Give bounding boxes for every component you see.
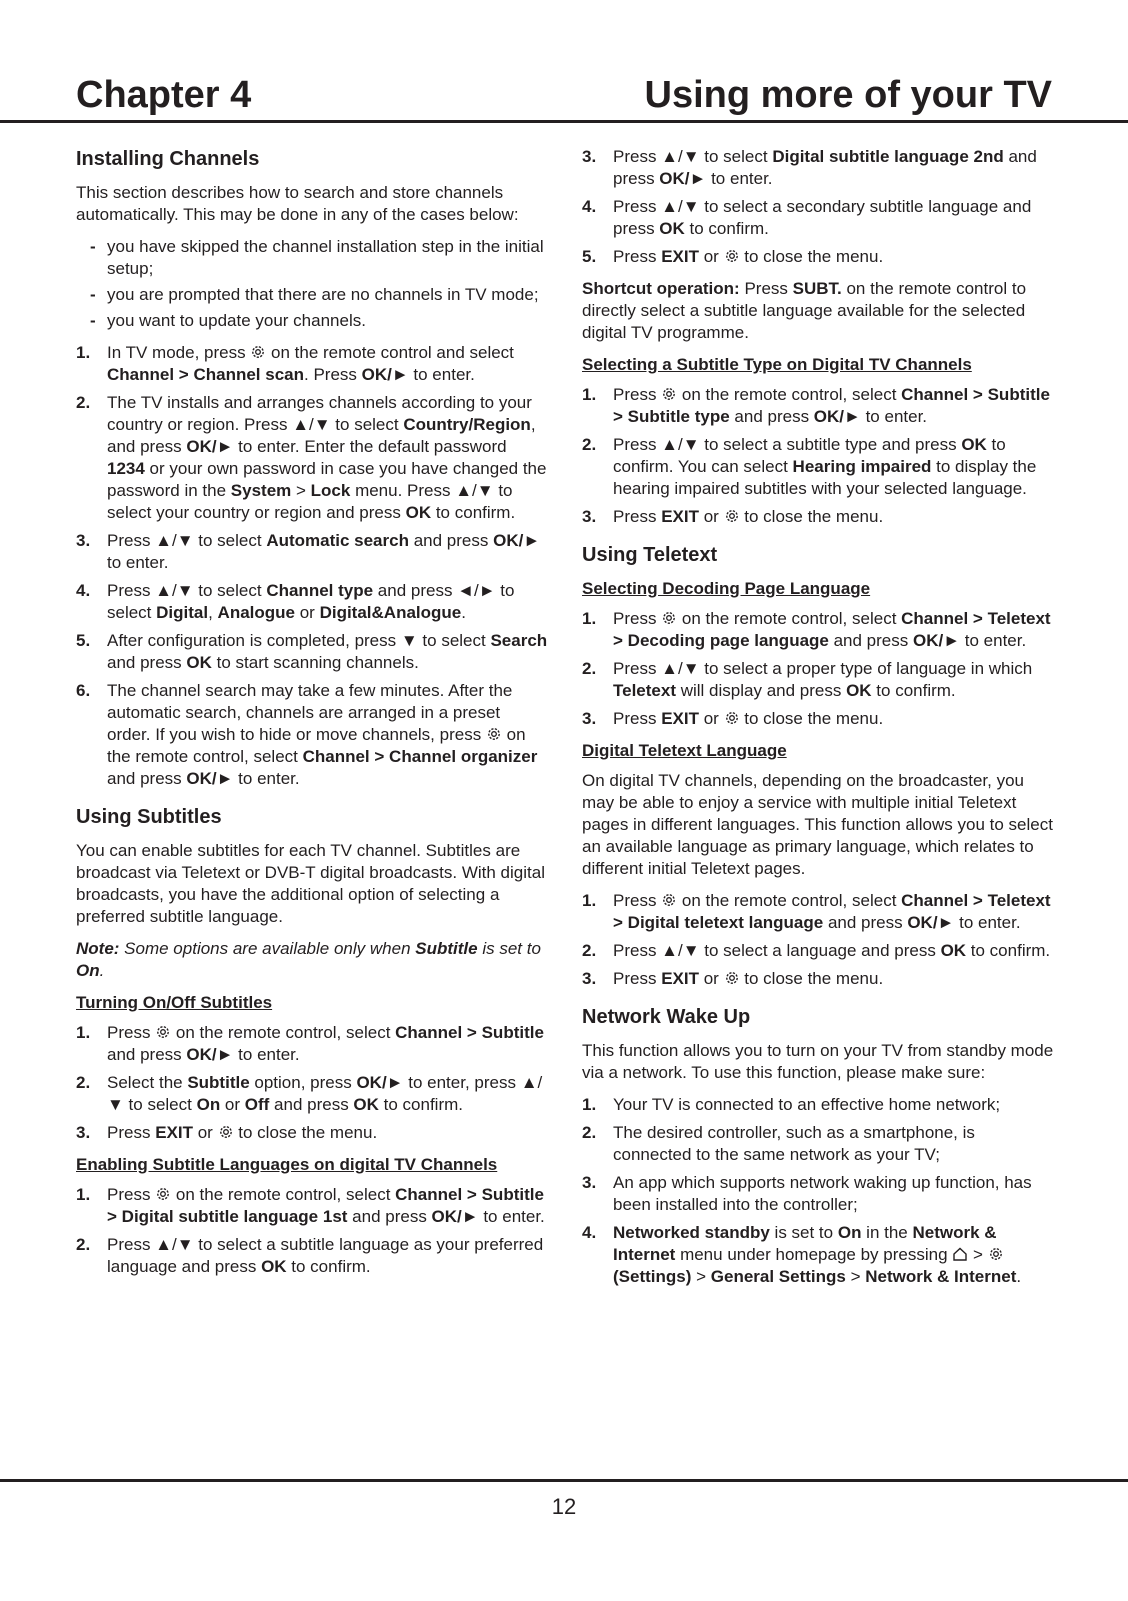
step-item: 4. Networked standby is set to On in the Network & Internet menu under homepage by pressing > (Settings) > General Settings > Network & Internet.: [582, 1223, 1022, 1286]
network-wake-steps: [582, 1094, 1056, 1288]
step-item: 1. In TV mode, press on the remote control and select Channel > Channel scan. Press OK/► to enter.: [76, 343, 514, 384]
step-item: 2. Press ▲/▼ to select a subtitle type and press OK to confirm. You can select Hearing impaired to display the hearing impaired subtitles with your selected language.: [582, 435, 1037, 498]
left-column: [76, 146, 548, 1288]
step-item: 1. Press on the remote control, select Channel > Subtitle > Digital subtitle language 1st and press OK/► to enter.: [76, 1185, 545, 1226]
step-item: 2. The desired controller, such as a smartphone, is connected to the same network as your TV;: [582, 1123, 975, 1164]
turning-subtitles-steps: [76, 1022, 548, 1144]
network-wake-intro: This function allows you to turn on your TV from standby mode via a network. To use this function, please make sure:: [582, 1041, 1054, 1082]
step-item: 1. Press on the remote control, select Channel > Teletext > Decoding page language and press OK/► to enter.: [582, 609, 1051, 650]
page-title: Using more of your TV: [644, 74, 1052, 116]
settings-gear-icon: [661, 610, 677, 626]
shortcut-operation: Shortcut operation: Press SUBT. on the remote control to directly select a subtitle language available for the selected digital TV programme.: [582, 279, 1027, 342]
step-item: 2. Select the Subtitle option, press OK/► to enter, press ▲/▼ to select On or Off and press OK to confirm.: [76, 1073, 543, 1114]
step-item: 3. Press ▲/▼ to select Digital subtitle language 2nd and press OK/► to enter.: [582, 147, 1037, 188]
home-icon: [952, 1246, 968, 1262]
footer-rule: [0, 1479, 1128, 1482]
step-item: 4. Press ▲/▼ to select Channel type and press ◄/► to select Digital, Analogue or Digital&Analogue.: [76, 581, 515, 622]
settings-gear-icon: [988, 1246, 1004, 1262]
installing-intro: This section describes how to search and store channels automatically. This may be done in any of the cases below:: [76, 183, 519, 224]
step-item: 1. Press on the remote control, select Channel > Subtitle > Subtitle type and press OK/► to enter.: [582, 385, 1050, 426]
step-item: 5. After configuration is completed, press ▼ to select Search and press OK to start scanning channels.: [76, 631, 548, 672]
step-item: 3. Press EXIT or to close the menu.: [582, 709, 884, 728]
step-item: 3. Press EXIT or to close the menu.: [582, 507, 884, 526]
settings-gear-icon: [724, 248, 740, 264]
subtitle-languages-heading: Enabling Subtitle Languages on digital TV Channels: [76, 1155, 498, 1174]
digital-teletext-intro: On digital TV channels, depending on the broadcaster, you may be able to enjoy a service with multiple initial Teletext pages in different languages. This function allows you to select an available language as primary language, which relates to different initial Teletext pages.: [582, 771, 1053, 878]
step-item: 2. The TV installs and arranges channels according to your country or region. Press ▲/▼ to select Country/Region, and press OK/► to enter. Enter the default password 1234 or your own password in case you have changed the password in the System > Lock menu. Press ▲/▼ to select your country or region and press OK to confirm.: [76, 393, 547, 522]
subtitle-type-heading: Selecting a Subtitle Type on Digital TV Channels: [582, 355, 972, 374]
step-item: 3. Press EXIT or to close the menu.: [582, 969, 884, 988]
step-item: 5. Press EXIT or to close the menu.: [582, 247, 884, 266]
step-item: 4. Press ▲/▼ to select a secondary subtitle language and press OK to confirm.: [582, 197, 1032, 238]
subtitles-intro: You can enable subtitles for each TV channel. Subtitles are broadcast via Teletext or DVB-T digital broadcasts. With digital broadcasts, you have the additional option of selecting a preferred subtitle language.: [76, 841, 545, 926]
step-item: 2. Press ▲/▼ to select a language and press OK to confirm.: [582, 941, 1051, 960]
chapter-label: Chapter 4: [76, 74, 252, 116]
subtitle-languages-steps: [76, 1184, 548, 1278]
subtitle-languages-steps-cont: [582, 146, 1056, 268]
step-item: 1. Your TV is connected to an effective home network;: [582, 1095, 1001, 1114]
step-item: 3. Press EXIT or to close the menu.: [76, 1123, 378, 1142]
step-item: 1. Press on the remote control, select Channel > Teletext > Digital teletext language and press OK/► to enter.: [582, 891, 1051, 932]
case-item: - you want to update your channels.: [90, 311, 366, 330]
page-number: 12: [551, 1494, 577, 1519]
case-item: - you have skipped the channel installation step in the initial setup;: [90, 237, 544, 278]
step-item: 2. Press ▲/▼ to select a proper type of language in which Teletext will display and press OK to confirm.: [582, 659, 1033, 700]
turning-subtitles-heading: Turning On/Off Subtitles: [76, 993, 273, 1012]
settings-gear-icon: [661, 386, 677, 402]
subtitles-note: Note: Some options are available only when Subtitle is set to On.: [76, 939, 541, 980]
network-wake-heading: Network Wake Up: [582, 1006, 751, 1028]
using-subtitles-heading: Using Subtitles: [76, 806, 222, 828]
installing-cases: [90, 236, 548, 332]
page-header: [76, 70, 1052, 120]
settings-gear-icon: [486, 726, 502, 742]
step-item: 2. Press ▲/▼ to select a subtitle language as your preferred language and press OK to confirm.: [76, 1235, 544, 1276]
installing-steps: [76, 342, 548, 790]
settings-gear-icon: [250, 344, 266, 360]
right-column: [582, 146, 1056, 1298]
step-item: 3. Press ▲/▼ to select Automatic search and press OK/► to enter.: [76, 531, 541, 572]
settings-gear-icon: [155, 1024, 171, 1040]
step-item: 6. The channel search may take a few minutes. After the automatic search, channels are arranged in a preset order. If you wish to hide or move channels, press on the remote control, select Channel > Channel organizer and press OK/► to enter.: [76, 681, 538, 788]
installing-channels-heading: Installing Channels: [76, 148, 260, 170]
step-item: 1. Press on the remote control, select Channel > Subtitle and press OK/► to enter.: [76, 1023, 544, 1064]
decoding-language-heading: Selecting Decoding Page Language: [582, 579, 871, 598]
using-teletext-heading: Using Teletext: [582, 544, 718, 566]
step-item: 3. An app which supports network waking up function, has been installed into the controller;: [582, 1173, 1032, 1214]
settings-gear-icon: [661, 892, 677, 908]
digital-teletext-heading: Digital Teletext Language: [582, 741, 787, 760]
settings-gear-icon: [724, 710, 740, 726]
decoding-language-steps: [582, 608, 1056, 730]
settings-gear-icon: [724, 970, 740, 986]
settings-gear-icon: [724, 508, 740, 524]
header-rule: [0, 120, 1128, 123]
case-item: - you are prompted that there are no channels in TV mode;: [90, 285, 539, 304]
digital-teletext-steps: [582, 890, 1056, 990]
settings-gear-icon: [155, 1186, 171, 1202]
settings-gear-icon: [218, 1124, 234, 1140]
subtitle-type-steps: [582, 384, 1056, 528]
